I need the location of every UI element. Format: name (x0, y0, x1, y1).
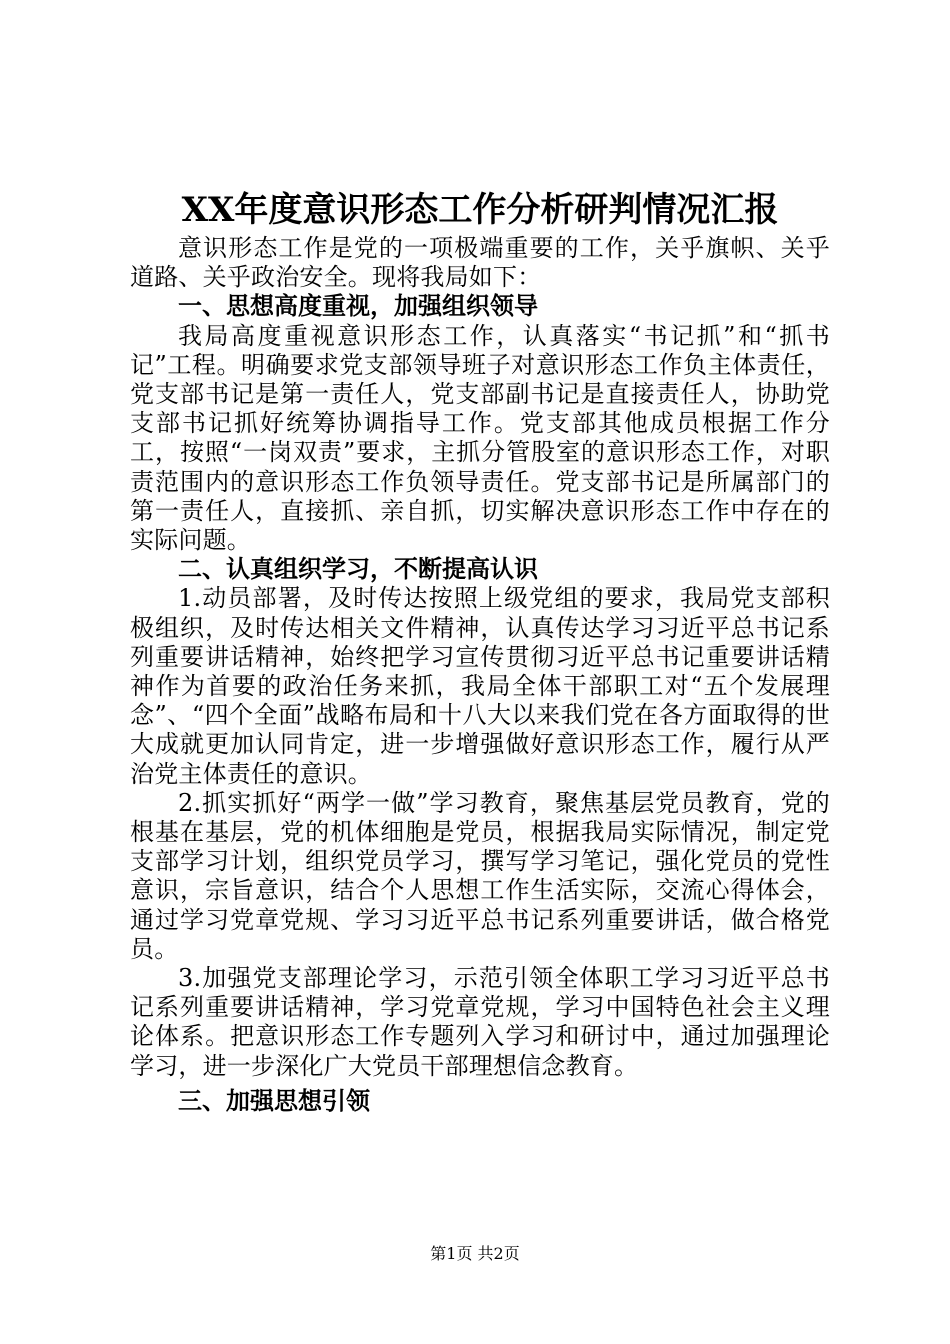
section-1-paragraph: 我局高度重视意识形态工作，认真落实“书记抓”和“抓书记”工程。明确要求党支部领导班子对意识形态工作负主体责任，党支部书记是第一责任人，党支部副书记是直接责任人，协助党支部书记抓好统筹协调指导工作。党支部其他成员根据工作分工，按照“一岗双责”要求，主抓分管股室的意识形态工作，对职责范围内的意识形态工作负领导责任。党支部书记是所属部门的第一责任人，直接抓、亲自抓，切实解决意识形态工作中存在的实际问题。 (130, 321, 830, 555)
section-1-heading: 一、思想高度重视，加强组织领导 (178, 292, 538, 321)
document-body (130, 186, 830, 1116)
section-2-item-3: 3.加强党支部理论学习，示范引领全体职工学习习近平总书记系列重要讲话精神，学习党章党规，学习中国特色社会主义理论体系。把意识形态工作专题列入学习和研讨中，通过加强理论学习，进一步深化广大党员干部理想信念教育。 (130, 964, 830, 1080)
page-number-footer: 第1页 共2页 (430, 1244, 520, 1263)
intro-paragraph: 意识形态工作是党的一项极端重要的工作，关乎旗帜、关乎道路、关乎政治安全。现将我局如下： (130, 234, 830, 292)
section-2-heading: 二、认真组织学习，不断提高认识 (178, 555, 538, 584)
section-3-heading: 三、加强思想引领 (178, 1086, 370, 1115)
section-2-item-2: 2.抓实抓好“两学一做”学习教育，聚焦基层党员教育，党的根基在基层，党的机体细胞是党员，根据我局实际情况，制定党支部学习计划，组织党员学习，撰写学习笔记，强化党员的党性意识，宗旨意识，结合个人思想工作生活实际，交流心得体会，通过学习党章党规、学习习近平总书记系列重要讲话，做合格党员。 (130, 788, 830, 963)
document-title: XX年度意识形态工作分析研判情况汇报 (181, 190, 779, 230)
section-2-item-1: 1.动员部署，及时传达按照上级党组的要求，我局党支部积极组织，及时传达相关文件精神，认真传达学习习近平总书记系列重要讲话精神，始终把学习宣传贯彻习近平总书记重要讲话精神作为首要的政治任务来抓，我局全体干部职工对“五个发展理念”、“四个全面”战略布局和十八大以来我们党在各方面取得的世大成就更加认同肯定，进一步增强做好意识形态工作，履行从严治党主体责任的意识。 (130, 584, 830, 788)
